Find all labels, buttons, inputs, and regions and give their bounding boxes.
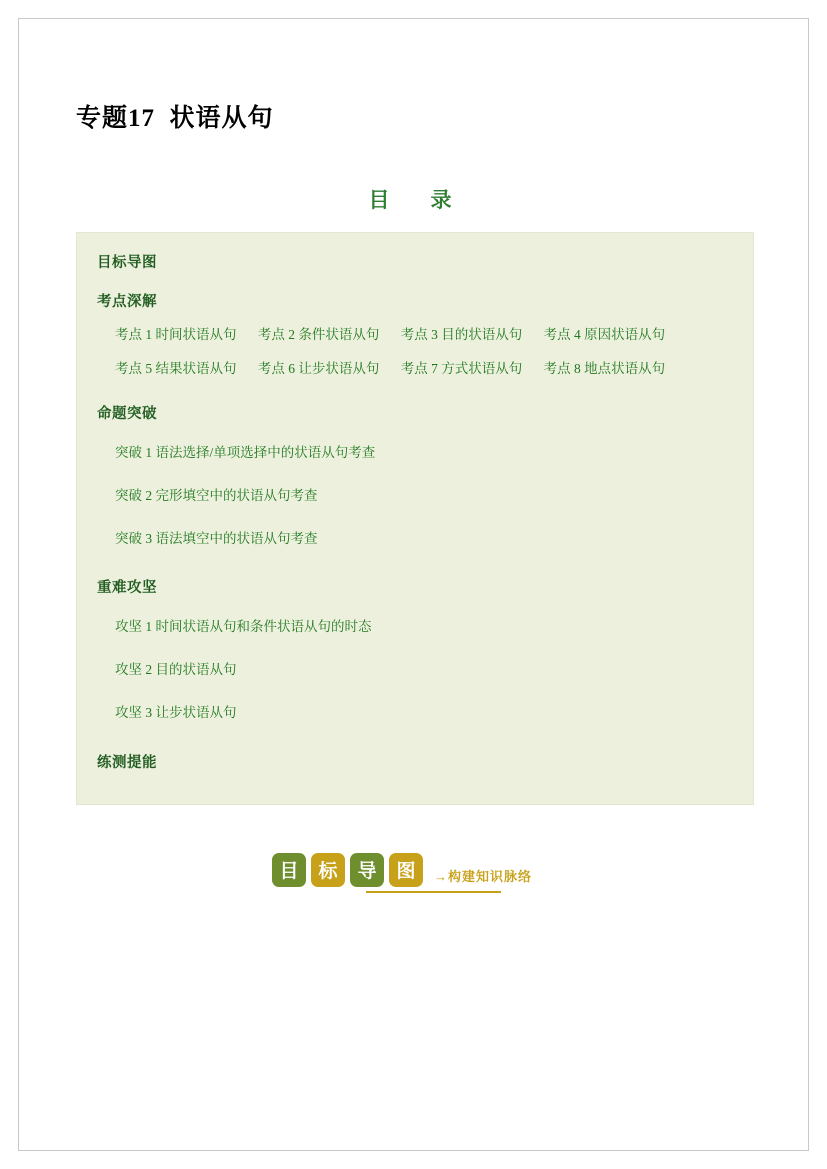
toc-item[interactable]: 突破 1 语法选择/单项选择中的状语从句考查 (115, 444, 376, 460)
emblem-char-4: 图 (389, 853, 423, 887)
toc-item[interactable]: 考点 3 目的状语从句 (400, 327, 523, 342)
toc-heading: 目 录 (368, 188, 462, 212)
emblem-char-1: 目 (272, 853, 306, 887)
title-prefix: 专题 (76, 105, 129, 132)
toc-item[interactable]: 考点 1 时间状语从句 (115, 327, 237, 342)
toc-section-title: 练测提能 (97, 754, 157, 771)
toc-item[interactable]: 攻坚 1 时间状语从句和条件状语从句的时态 (115, 619, 372, 635)
toc-item[interactable]: 突破 3 语法填空中的状语从句考查 (115, 530, 318, 546)
toc-section-title: 目标导图 (97, 255, 157, 271)
toc-item[interactable]: 考点 6 让步状语从句 (257, 361, 380, 377)
emblem-char-3: 导 (350, 853, 384, 887)
emblem-tail-label: →构建知识脉络 (434, 869, 533, 885)
toc-item[interactable]: 考点 5 结果状语从句 (115, 361, 237, 377)
toc-item[interactable]: 攻坚 3 让步状语从句 (115, 705, 237, 721)
emblem-char-2: 标 (311, 853, 345, 887)
toc-item[interactable]: 考点 7 方式状语从句 (400, 361, 523, 377)
page-content (76, 0, 754, 915)
title-main: 状语从句 (169, 105, 274, 132)
toc-section-title: 重难攻坚 (97, 580, 157, 597)
toc-section-title: 考点深解 (97, 294, 157, 310)
toc-item[interactable]: 考点 4 原因状语从句 (543, 327, 666, 342)
toc-row (115, 321, 737, 349)
toc-item[interactable]: 考点 2 条件状语从句 (257, 327, 380, 342)
toc-item[interactable]: 突破 2 完形填空中的状语从句考查 (115, 487, 318, 503)
toc-item[interactable]: 攻坚 2 目的状语从句 (115, 662, 237, 678)
toc-row (115, 355, 737, 383)
emblem-badges (272, 853, 532, 887)
toc-box (76, 232, 754, 805)
section-emblem (76, 845, 754, 915)
emblem-underline (366, 891, 501, 893)
toc-item[interactable]: 考点 8 地点状语从句 (543, 361, 666, 377)
toc-section-title: 命题突破 (97, 405, 157, 422)
page-title (76, 98, 754, 134)
title-number: 17 (128, 105, 156, 132)
